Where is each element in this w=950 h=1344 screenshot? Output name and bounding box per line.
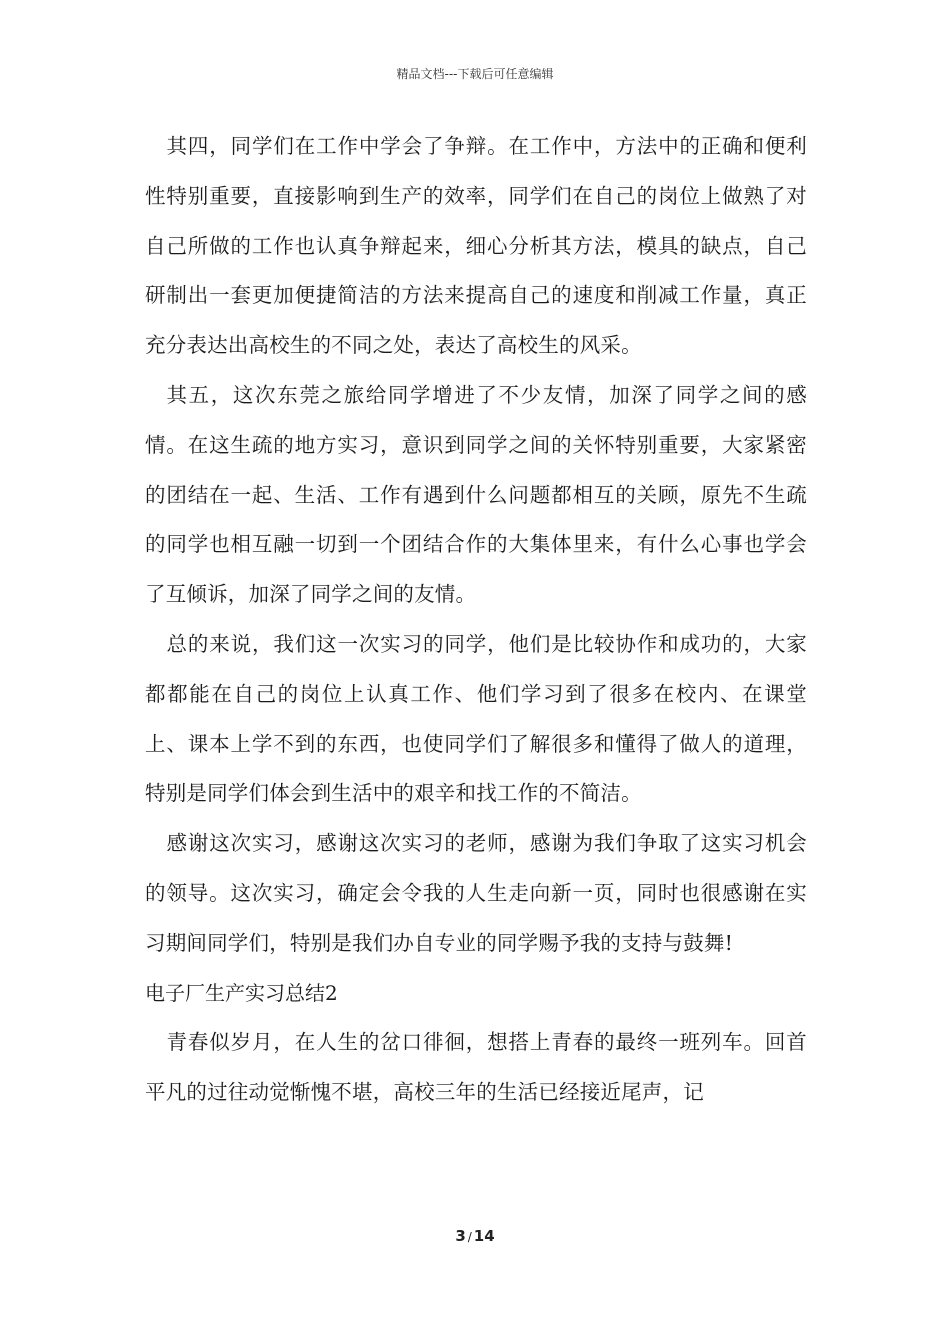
page-separator: / — [467, 1230, 472, 1244]
page-header: 精品文档---下载后可任意编辑 — [396, 67, 554, 81]
paragraph-fifth-point: 其五，这次东莞之旅给同学增进了不少友情，加深了同学之间的感情。在这生疏的地方实习，意识到同学之间的关怀特别重要，大家紧密的团结在一起、生活、工作有遇到什么问题都相互的关顾，原先不生疏的同学也相互融一切到一个团结合作的大集体里来，有什么心事也学会了互倾诉，加深了同学之间的友情。 — [145, 382, 807, 607]
section-heading: 电子厂生产实习总结2 — [145, 980, 338, 1005]
paragraph-section-two-intro: 青春似岁月，在人生的岔口徘徊，想搭上青春的最终一班列车。回首平凡的过往动觉惭愧不堪，高校三年的生活已经接近尾声，记 — [145, 1030, 807, 1105]
paragraph-fourth-point: 其四，同学们在工作中学会了争辩。在工作中，方法中的正确和便利性特别重要，直接影响到生产的效率，同学们在自己的岗位上做熟了对自己所做的工作也认真争辩起来，细心分析其方法，模具的缺点，自己研制出一套更加便捷简洁的方法来提高自己的速度和削减工作量，真正充分表达出高校生的不同之处，表达了高校生的风采。 — [145, 134, 807, 358]
total-pages-number: 14 — [473, 1227, 495, 1245]
page-number — [0, 1226, 950, 1247]
document-body — [145, 122, 807, 1118]
paragraph-summary: 总的来说，我们这一次实习的同学，他们是比较协作和成功的，大家都都能在自己的岗位上认真工作、他们学习到了很多在校内、在课堂上、课本上学不到的东西，也使同学们了解很多和懂得了做人的道理，特别是同学们体会到生活中的艰辛和找工作的不简洁。 — [145, 631, 807, 806]
current-page-number: 3 — [455, 1227, 466, 1245]
paragraph-thanks: 感谢这次实习，感谢这次实习的老师，感谢为我们争取了这实习机会的领导。这次实习，确定会令我的人生走向新一页，同时也很感谢在实习期间同学们，特别是我们办自专业的同学赐予我的支持与鼓舞! — [145, 831, 807, 955]
